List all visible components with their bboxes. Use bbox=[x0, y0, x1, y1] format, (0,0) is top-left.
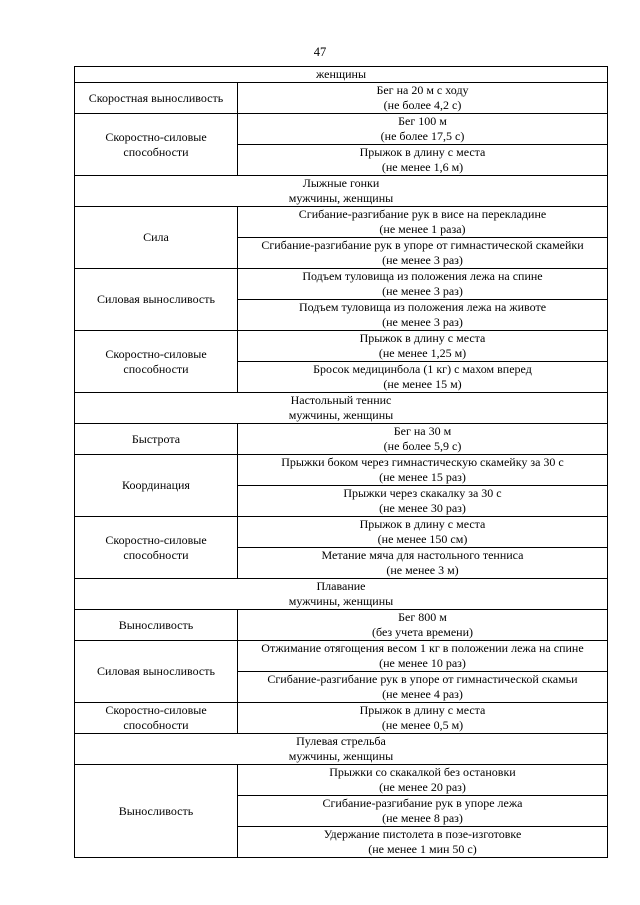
test-cell bbox=[238, 331, 608, 362]
test-cell bbox=[238, 424, 608, 455]
test-norm: (не менее 4 раз) bbox=[382, 687, 463, 701]
test-cell bbox=[238, 517, 608, 548]
quality-cell: Выносливость bbox=[75, 765, 238, 858]
quality-cell: Скоростно-силовые способности bbox=[75, 331, 238, 393]
test-cell bbox=[238, 114, 608, 145]
test-row bbox=[75, 331, 608, 362]
test-norm: (не менее 3 раз) bbox=[382, 253, 463, 267]
test-norm: (не менее 30 раз) bbox=[379, 501, 466, 515]
section-header-line: мужчины, женщины bbox=[288, 408, 394, 422]
norms-table-body bbox=[75, 67, 608, 858]
quality-cell: Быстрота bbox=[75, 424, 238, 455]
test-name: Метание мяча для настольного тенниса bbox=[321, 548, 524, 562]
test-norm: (не менее 1,25 м) bbox=[378, 346, 467, 360]
test-norm: (не менее 3 раз) bbox=[382, 315, 463, 329]
test-cell bbox=[238, 145, 608, 176]
test-row bbox=[75, 517, 608, 548]
quality-cell: Координация bbox=[75, 455, 238, 517]
test-row bbox=[75, 114, 608, 145]
test-cell bbox=[238, 207, 608, 238]
test-name: Сгибание-разгибание рук в упоре от гимнастической скамейки bbox=[261, 238, 584, 252]
section-header-line: женщины bbox=[315, 67, 367, 81]
test-row bbox=[75, 424, 608, 455]
quality-cell: Скоростно-силовые способности bbox=[75, 703, 238, 734]
test-cell bbox=[238, 269, 608, 300]
section-header-cell bbox=[75, 579, 608, 610]
quality-cell: Скоростная выносливость bbox=[75, 83, 238, 114]
section-header-line: Лыжные гонки bbox=[302, 176, 380, 190]
test-norm: (не более 5,9 с) bbox=[383, 439, 462, 453]
test-cell bbox=[238, 703, 608, 734]
section-header-cell bbox=[75, 176, 608, 207]
section-header-cell bbox=[75, 734, 608, 765]
section-header-row bbox=[75, 67, 608, 83]
section-header-line: Настольный теннис bbox=[290, 393, 392, 407]
test-norm: (не менее 3 раз) bbox=[382, 284, 463, 298]
test-cell bbox=[238, 300, 608, 331]
test-norm: (не менее 8 раз) bbox=[382, 811, 463, 825]
test-name: Отжимание отягощения весом 1 кг в положении лежа на спине bbox=[261, 641, 584, 655]
test-name: Прыжок в длину с места bbox=[359, 703, 486, 717]
section-header-line: Плавание bbox=[316, 579, 366, 593]
test-name: Прыжок в длину с места bbox=[359, 145, 486, 159]
test-row bbox=[75, 610, 608, 641]
test-row bbox=[75, 83, 608, 114]
test-norm: (не менее 10 раз) bbox=[379, 656, 466, 670]
quality-cell: Сила bbox=[75, 207, 238, 269]
test-name: Прыжки боком через гимнастическую скамейку за 30 с bbox=[281, 455, 564, 469]
test-name: Прыжок в длину с места bbox=[359, 517, 486, 531]
test-cell bbox=[238, 548, 608, 579]
test-name: Бег 800 м bbox=[398, 610, 447, 624]
test-cell bbox=[238, 796, 608, 827]
test-cell bbox=[238, 362, 608, 393]
test-norm: (не менее 1,6 м) bbox=[381, 160, 464, 174]
test-norm: (не менее 1 раза) bbox=[379, 222, 466, 236]
test-name: Подъем туловища из положения лежа на спине bbox=[302, 269, 543, 283]
test-row bbox=[75, 641, 608, 672]
test-name: Удержание пистолета в позе-изготовке bbox=[323, 827, 522, 841]
test-name: Бросок медицинбола (1 кг) с махом вперед bbox=[313, 362, 532, 376]
test-norm: (не менее 150 см) bbox=[377, 532, 468, 546]
quality-cell: Скоростно-силовые способности bbox=[75, 517, 238, 579]
test-norm: (не менее 15 м) bbox=[383, 377, 462, 391]
section-header-line: мужчины, женщины bbox=[288, 749, 394, 763]
test-row bbox=[75, 269, 608, 300]
quality-cell: Силовая выносливость bbox=[75, 269, 238, 331]
section-header-cell bbox=[75, 67, 608, 83]
section-header-line: мужчины, женщины bbox=[288, 191, 394, 205]
test-cell bbox=[238, 455, 608, 486]
section-header-cell bbox=[75, 393, 608, 424]
test-name: Бег 100 м bbox=[398, 114, 447, 128]
test-norm: (не менее 20 раз) bbox=[379, 780, 466, 794]
test-norm: (без учета времени) bbox=[372, 625, 473, 639]
test-norm: (не более 4,2 с) bbox=[383, 98, 462, 112]
test-cell bbox=[238, 641, 608, 672]
section-header-line: мужчины, женщины bbox=[288, 594, 394, 608]
test-name: Сгибание-разгибание рук в упоре от гимнастической скамьи bbox=[267, 672, 578, 686]
section-header-row bbox=[75, 176, 608, 207]
test-cell bbox=[238, 672, 608, 703]
test-norm: (не менее 0,5 м) bbox=[381, 718, 464, 732]
test-name: Бег на 20 м с ходу bbox=[376, 83, 469, 97]
section-header-row bbox=[75, 393, 608, 424]
test-name: Сгибание-разгибание рук в висе на перекладине bbox=[298, 207, 547, 221]
test-name: Бег на 30 м bbox=[393, 424, 452, 438]
section-header-line: Пулевая стрельба bbox=[296, 734, 386, 748]
test-cell bbox=[238, 765, 608, 796]
test-row bbox=[75, 455, 608, 486]
test-row bbox=[75, 765, 608, 796]
test-cell bbox=[238, 83, 608, 114]
test-row bbox=[75, 703, 608, 734]
test-name: Сгибание-разгибание рук в упоре лежа bbox=[322, 796, 523, 810]
test-norm: (не менее 15 раз) bbox=[379, 470, 466, 484]
test-norm: (не менее 3 м) bbox=[386, 563, 459, 577]
test-norm: (не менее 1 мин 50 с) bbox=[368, 842, 477, 856]
quality-cell: Скоростно-силовые способности bbox=[75, 114, 238, 176]
section-header-row bbox=[75, 579, 608, 610]
quality-cell: Выносливость bbox=[75, 610, 238, 641]
quality-cell: Силовая выносливость bbox=[75, 641, 238, 703]
test-norm: (не более 17,5 с) bbox=[380, 129, 465, 143]
test-cell bbox=[238, 238, 608, 269]
page-number: 47 bbox=[313, 45, 327, 59]
test-name: Подъем туловища из положения лежа на животе bbox=[298, 300, 547, 314]
test-cell bbox=[238, 610, 608, 641]
norms-table bbox=[74, 66, 608, 858]
test-row bbox=[75, 207, 608, 238]
test-name: Прыжок в длину с места bbox=[359, 331, 486, 345]
section-header-row bbox=[75, 734, 608, 765]
test-name: Прыжки со скакалкой без остановки bbox=[329, 765, 516, 779]
test-cell bbox=[238, 486, 608, 517]
test-name: Прыжки через скакалку за 30 с bbox=[343, 486, 502, 500]
test-cell bbox=[238, 827, 608, 858]
